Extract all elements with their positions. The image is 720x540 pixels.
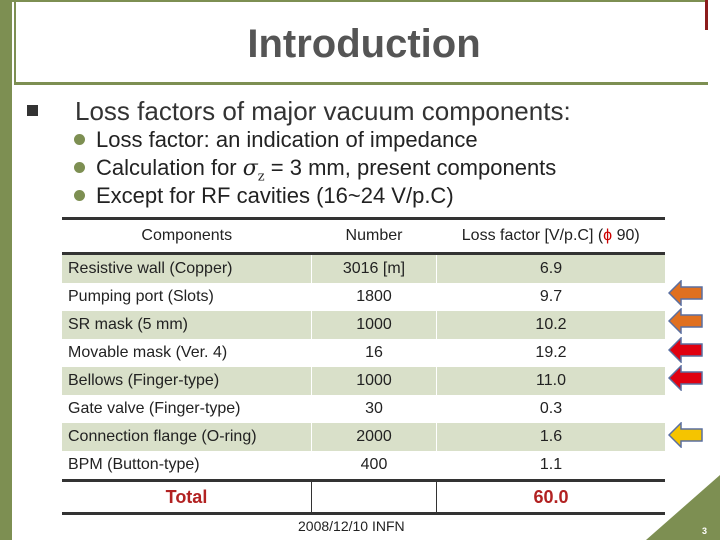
top-frame-line (12, 0, 708, 2)
left-arrow-icon (668, 280, 704, 306)
table-cell-number: 30 (312, 395, 437, 423)
table-row (62, 367, 665, 395)
table-cell-number: 1000 (312, 311, 437, 339)
table-cell-loss-factor: 0.3 (539, 400, 563, 417)
total-label: Total (62, 481, 312, 514)
title-underline (14, 82, 708, 85)
table-cell-component: Resistive wall (Copper) (62, 254, 312, 284)
table-cell-component: SR mask (5 mm) (62, 311, 312, 339)
dot-bullet-icon (74, 162, 85, 173)
table-cell-loss-factor: 9.7 (539, 288, 563, 305)
page-number: 3 (702, 526, 708, 536)
table-cell-loss-factor: 19.2 (535, 344, 567, 361)
sub-bullet-suffix: = 3 mm, present components (264, 155, 557, 180)
table-cell-loss-factor: 10.2 (437, 311, 666, 339)
corner-decoration (646, 475, 720, 540)
header-loss-factor: Loss factor [V/p.C] (ϕ 90) (437, 219, 666, 254)
table-cell-number: 16 (312, 339, 437, 367)
table-cell-loss-factor: 6.9 (437, 254, 666, 284)
sub-bullet-prefix: Calculation for (96, 155, 237, 180)
table-cell-component: BPM (Button-type) (68, 456, 200, 473)
table-cell-number: 400 (312, 451, 437, 481)
sub-bullet-text: Except for RF cavities (16~24 V/p.C) (96, 183, 454, 208)
table-row (62, 451, 665, 481)
table-header-row (62, 219, 665, 254)
left-accent-bar (0, 0, 12, 540)
table-row (62, 283, 665, 311)
total-number (312, 481, 437, 514)
header-number: Number (312, 219, 437, 254)
table-cell-component: Pumping port (Slots) (68, 288, 214, 305)
table-cell-component: Movable mask (Ver. 4) (68, 344, 228, 361)
table-row (62, 339, 665, 367)
sub-bullet-text (96, 155, 556, 184)
dot-bullet-icon (74, 190, 85, 201)
header-components: Components (62, 219, 312, 254)
table-row (62, 311, 665, 339)
footer-date: 2008/12/10 INFN (298, 518, 405, 534)
table-row (62, 395, 665, 423)
table-cell-number: 3016 [m] (312, 254, 437, 284)
table-row (62, 423, 665, 451)
table-row (62, 254, 665, 284)
main-bullet-text: Loss factors of major vacuum components: (75, 96, 571, 126)
table-cell-component: Bellows (Finger-type) (62, 367, 312, 395)
table-cell-loss-factor: 1.6 (437, 423, 666, 451)
slide-title: Introduction (247, 22, 481, 66)
table-cell-loss-factor: 1.1 (539, 456, 563, 473)
dot-bullet-icon (74, 134, 85, 145)
table-cell-component: Connection flange (O-ring) (62, 423, 312, 451)
table-cell-component: Gate valve (Finger-type) (68, 400, 241, 417)
table-cell-number: 2000 (312, 423, 437, 451)
left-arrow-icon (668, 308, 704, 334)
sub-bullet-text: Loss factor: an indication of impedance (96, 127, 478, 152)
left-arrow-icon (668, 365, 704, 391)
total-loss-factor: 60.0 (437, 481, 666, 514)
square-bullet-icon (27, 105, 38, 116)
table-cell-loss-factor: 11.0 (437, 367, 666, 395)
table-total-row (62, 481, 665, 514)
table-cell-number: 1800 (312, 283, 437, 311)
loss-factor-table (62, 217, 665, 515)
left-arrow-icon (668, 422, 704, 448)
sigma-symbol: $\sigma_z$ (242, 156, 265, 185)
left-arrow-icon (668, 337, 704, 363)
table-cell-number: 1000 (312, 367, 437, 395)
